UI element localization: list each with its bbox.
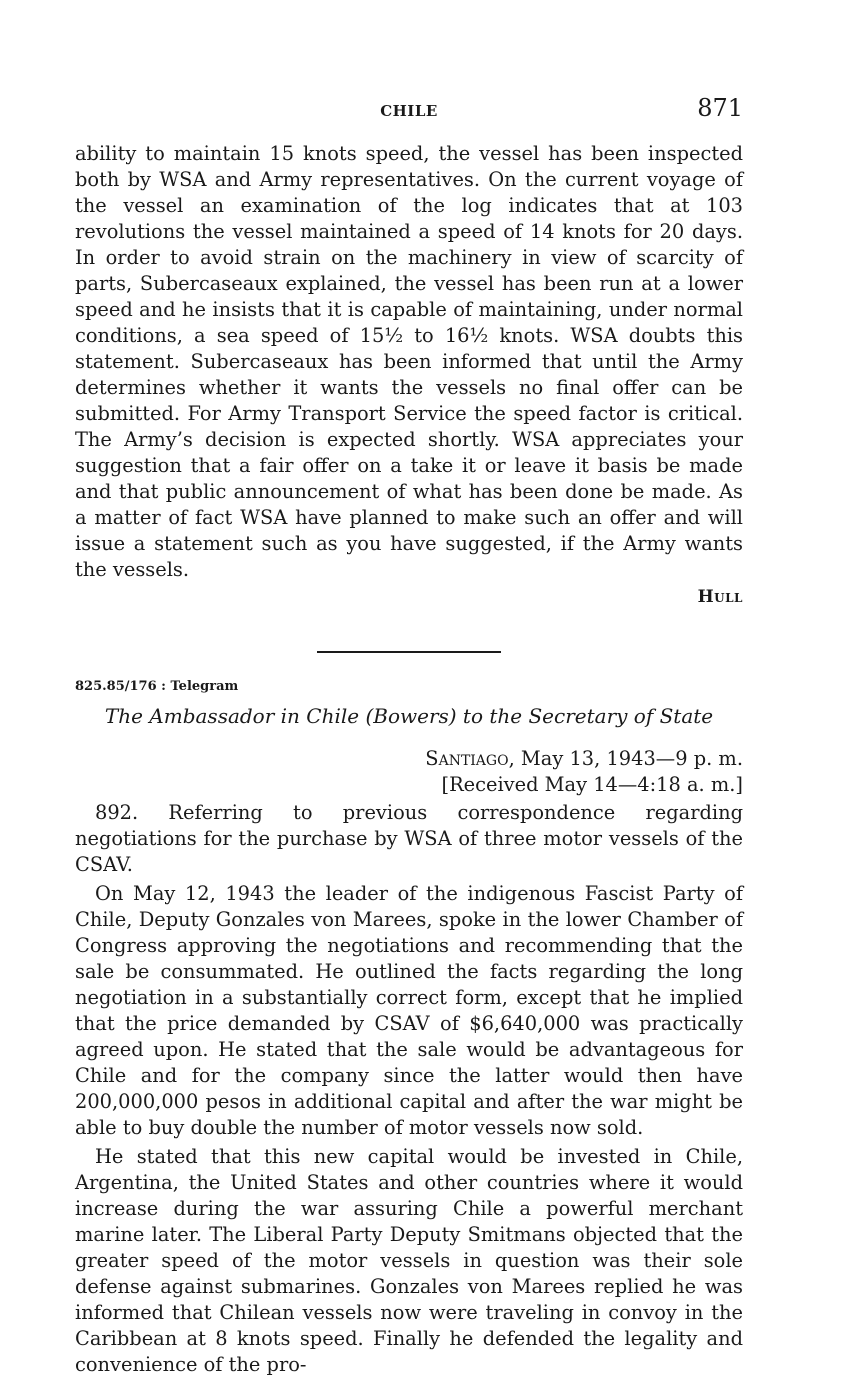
paragraph: 892. Referring to previous correspondence regarding negotiations for the purchase by WSA of three motor vessels of the CSAV. [75,801,743,876]
running-head: CHILE [380,102,438,120]
place-date-line [75,746,743,772]
paragraph: He stated that this new capital would be invested in Chile, Argentina, the United States and other countries where it would increase during the war assuring Chile a powerful merchant marine later. The Liberal Party Deputy Smitmans objected that the greater speed of the motor vessels in question was their sole defense against submarines. Gonzales von Marees replied he was informed that Chilean vessels now were traveling in convoy in the Caribbean at 8 knots speed. Finally he defended the legality and convenience of the pro- [75,1145,743,1376]
page-body [75,141,743,1381]
signature: Hull [697,587,743,607]
paragraph: On May 12, 1943 the leader of the indigenous Fascist Party of Chile, Deputy Gonzales von Marees, spoke in the lower Chamber of Congress approving the negotiations and recommending that the sale be consummated. He outlined the facts regarding the long negotiation in a substantially correct form, except that he implied that the price demanded by CSAV of $6,640,000 was practically agreed upon. He stated that the sale would be advantageous for Chile and for the company since the latter would then have 200,000,000 pesos in additional capital and after the war might be able to buy double the number of motor vessels now sold. [75,882,743,1139]
continuation-paragraph: ability to maintain 15 knots speed, the vessel has been inspected both by WSA and Army representatives. On the current voyage of the vessel an examination of the log indicates that at 103 revolutions the vessel maintained a speed of 14 knots for 20 days. In order to avoid strain on the machinery in view of scarcity of parts, Subercaseaux explained, the vessel has been run at a lower speed and he insists that it is capable of maintaining, under normal conditions, a sea speed of 15½ to 16½ knots. WSA doubts this statement. Subercaseaux has been informed that until the Army determines whether it wants the vessels no final offer can be submitted. For Army Transport Service the speed factor is critical. The Army’s decision is expected shortly. WSA appreciates your suggestion that a fair offer on a take it or leave it basis be made and that public announcement of what has been done be made. As a matter of fact WSA have planned to make such an offer and will issue a statement such as you have suggested, if the Army wants the vessels. [75,142,743,581]
place-name: Santiago [425,747,509,770]
page-header [75,94,743,126]
document-title: The Ambassador in Chile (Bowers) to the Secretary of State [104,704,714,728]
file-reference: 825.85/176 : Telegram [75,679,239,694]
date-time: , May 13, 1943—9 p. m. [508,747,743,770]
received-line: [Received May 14—4:18 a. m.] [441,773,743,796]
section-divider [317,651,501,653]
page-number: 871 [697,94,743,122]
